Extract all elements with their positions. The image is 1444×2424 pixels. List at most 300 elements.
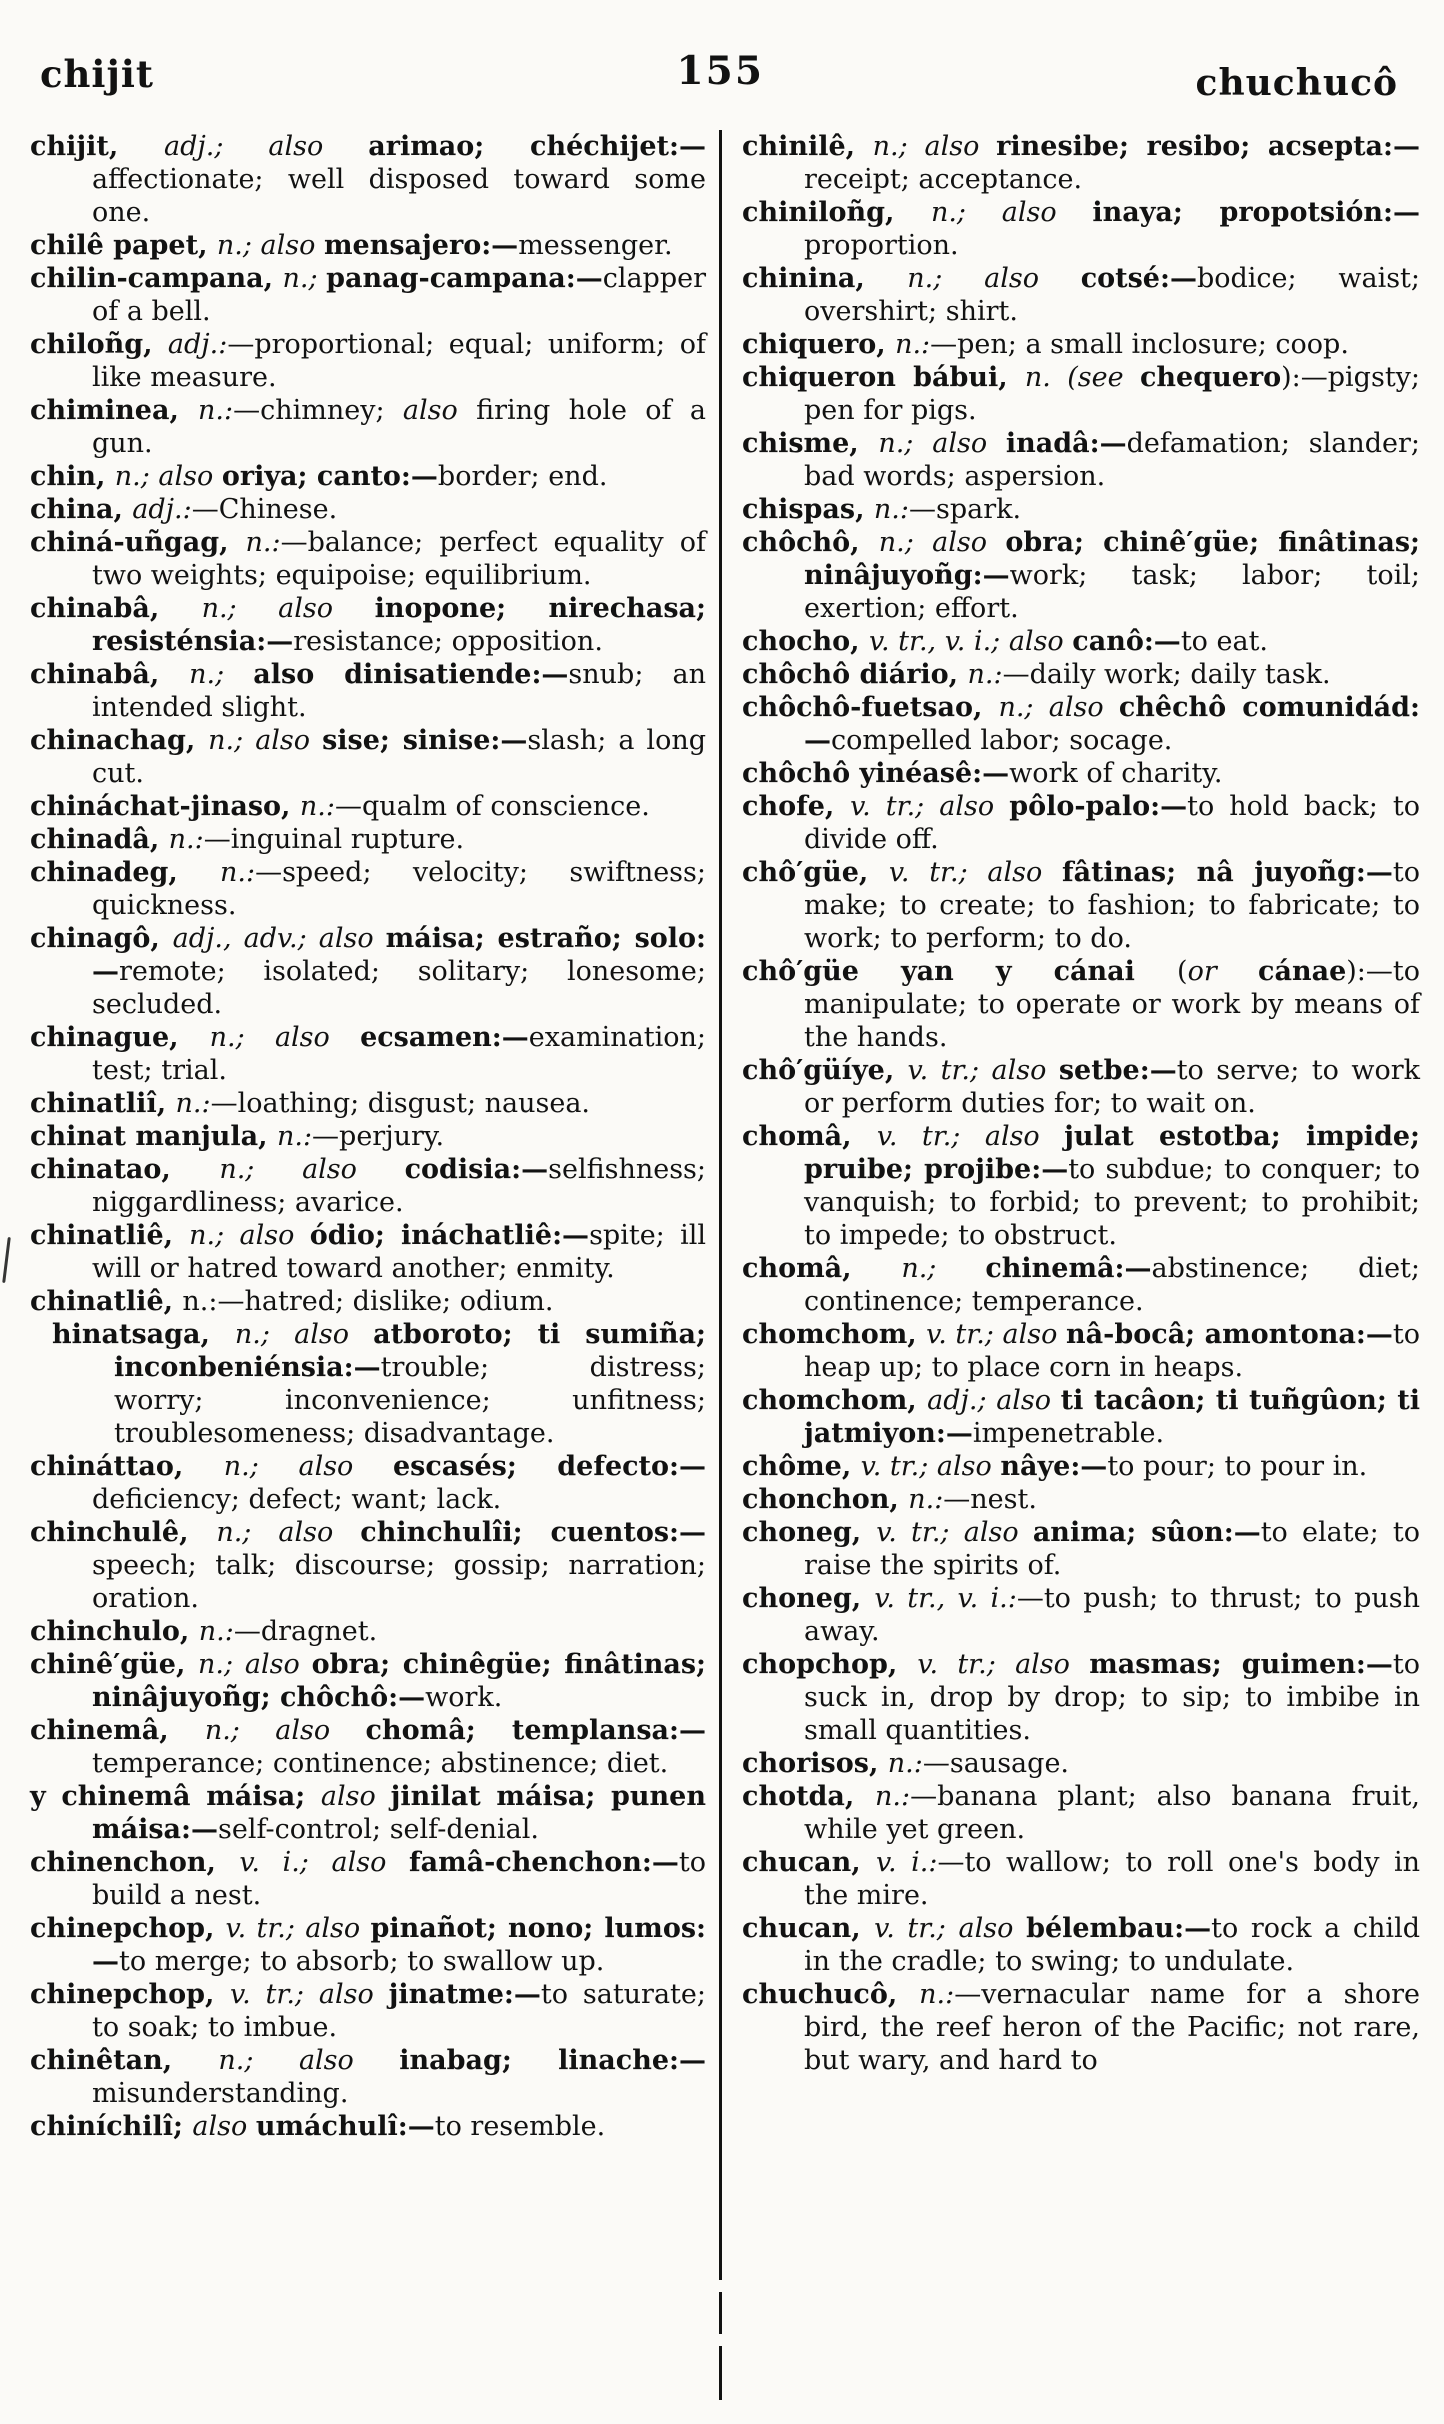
entry-text-run: to pour; to pour in.: [1107, 1451, 1368, 1482]
entry-text-run: atboroto; ti sumiña; inconbeniénsia:—: [114, 1319, 707, 1383]
entry-text-run: firing hole of a gun.: [92, 395, 706, 459]
entry-text-run: v. tr.; also: [888, 857, 1062, 888]
entry-text-run: resistance; opposition.: [293, 626, 603, 657]
entry-text-run: speech; talk; discourse; gossip; narration; oration.: [92, 1550, 706, 1614]
entry-text-run: n.:—hatred; dislike; odium.: [182, 1286, 554, 1317]
dictionary-entry: [30, 1516, 706, 1615]
entry-headword: chôchô yinéasê:—: [742, 758, 1010, 789]
entry-text-run: to heap up; to place corn in heaps.: [804, 1319, 1420, 1383]
entry-headword: chopchop,: [742, 1649, 918, 1680]
dictionary-entry: [30, 856, 706, 922]
entry-text-run: —to push; to thrust; to push away.: [804, 1583, 1420, 1647]
entry-text-run: n.:: [908, 1484, 944, 1515]
entry-text-run: n.; also: [878, 527, 1006, 558]
dictionary-entry: [30, 1021, 706, 1087]
entry-text-run: n.; also: [208, 725, 323, 756]
dictionary-entry: [742, 1252, 1420, 1318]
entry-text-run: to resemble.: [434, 2111, 606, 2142]
column-divider: [719, 130, 722, 2400]
text-columns: [30, 130, 1424, 2424]
entry-text-run: chinemâ:—: [985, 1253, 1152, 1284]
entry-text-run: n.:: [198, 395, 234, 426]
entry-headword: chinatao,: [30, 1154, 220, 1185]
dictionary-entry: [30, 526, 706, 592]
entry-headword: chô′güíye,: [742, 1055, 908, 1086]
entry-text-run: abstinence; diet; continence; temperance.: [804, 1253, 1420, 1317]
entry-text-run: anima; sûon:—: [1032, 1517, 1261, 1548]
entry-text-run: work; task; labor; toil; exertion; effort.: [804, 560, 1420, 624]
dictionary-entry: [30, 790, 706, 823]
entry-text-run: messenger.: [518, 230, 673, 261]
entry-text-run: nâ-bocâ; amontona:—: [1066, 1319, 1393, 1350]
entry-text-run: to serve; to work or perform duties for; to wait on.: [804, 1055, 1420, 1119]
dictionary-entry: [742, 1912, 1420, 1978]
entry-text-run: chequero: [1139, 362, 1282, 393]
entry-text-run: adj.:: [132, 494, 192, 525]
entry-text-run: n.; also: [216, 1517, 361, 1548]
entry-headword: chinê′güe,: [30, 1649, 198, 1680]
entry-text-run: v. tr.; also: [907, 1055, 1059, 1086]
entry-text-run: sise; sinise:—: [322, 725, 528, 756]
entry-headword: choneg,: [742, 1583, 875, 1614]
dictionary-entry: [30, 1648, 706, 1714]
entry-text-run: —banana plant; also banana fruit, while yet green.: [804, 1781, 1420, 1845]
entry-text-run: v. tr.; also: [230, 1979, 389, 2010]
entry-text-run: temperance; continence; abstinence; diet.: [92, 1748, 669, 1779]
stray-ink-mark: [2, 1237, 11, 1283]
entry-text-run: chomâ; templansa:—: [365, 1715, 707, 1746]
entry-text-run: oriya; canto:—: [221, 461, 438, 492]
entry-text-run: n.:: [276, 1121, 313, 1152]
entry-text-run: v. tr.; also: [876, 1517, 1033, 1548]
dictionary-entry: [30, 1780, 706, 1846]
dictionary-entry: [742, 757, 1420, 790]
dictionary-entry: [30, 922, 706, 1021]
dictionary-entry: [742, 130, 1420, 196]
entry-headword: chinenchon,: [30, 1847, 240, 1878]
entry-text-run: to hold back; to divide off.: [804, 791, 1420, 855]
entry-text-run: mensajero:—: [323, 230, 519, 261]
entry-text-run: codisia:—: [404, 1154, 549, 1185]
dictionary-entry: [30, 1285, 706, 1318]
entry-headword: chô′güe,: [742, 857, 889, 888]
entry-headword: chispas,: [742, 494, 874, 525]
entry-headword: chôchô diário,: [742, 659, 968, 690]
entry-headword: chomâ,: [742, 1121, 877, 1152]
entry-text-run: arimao; chéchijet:—: [368, 131, 706, 162]
entry-text-run: n.;: [282, 263, 327, 294]
entry-text-run: affectionate; well disposed toward some one.: [92, 164, 706, 228]
entry-headword: chinina,: [742, 263, 908, 294]
entry-headword: chinatliî,: [30, 1088, 176, 1119]
entry-text-run: (: [1177, 956, 1188, 987]
entry-headword: chonchon,: [742, 1484, 909, 1515]
dictionary-entry: [742, 691, 1420, 757]
dictionary-entry: [742, 1747, 1420, 1780]
entry-text-run: border; end.: [437, 461, 608, 492]
entry-text-run: spite; ill will or hatred toward another; enmity.: [92, 1220, 706, 1284]
entry-text-run: to make; to create; to fashion; to fabricate; to work; to perform; to do.: [804, 857, 1420, 954]
entry-text-run: bélembau:—: [1026, 1913, 1212, 1944]
entry-headword: chô′güe yan y cánai: [742, 956, 1178, 987]
entry-text-run: —chimney;: [233, 395, 403, 426]
dictionary-entry: [742, 361, 1420, 427]
entry-text-run: n.; also: [930, 197, 1093, 228]
entry-text-run: n.:: [219, 857, 256, 888]
entry-text-run: slash; a long cut.: [92, 725, 706, 789]
entry-text-run: also dinisatiende:—: [253, 659, 569, 690]
dictionary-entry: [30, 1120, 706, 1153]
entry-text-run: —to wallow; to roll one's body in the mire.: [804, 1847, 1420, 1911]
dictionary-entry: [742, 790, 1420, 856]
entry-headword: chomchom,: [742, 1385, 928, 1416]
entry-text-run: n.; also: [907, 263, 1081, 294]
entry-headword: chinêtan,: [30, 2045, 219, 2076]
entry-headword: chotda,: [742, 1781, 876, 1812]
entry-text-run: —speed; velocity; swiftness; quickness.: [92, 857, 706, 921]
dictionary-entry: [30, 823, 706, 856]
dictionary-entry: [742, 1384, 1420, 1450]
entry-text-run: clapper of a bell.: [92, 263, 707, 327]
entry-text-run: v. i.:: [875, 1847, 938, 1878]
entry-text-run: n.:: [175, 1088, 211, 1119]
entry-text-run: inadâ:—: [1005, 428, 1127, 459]
entry-headword: chinabâ,: [30, 593, 202, 624]
entry-text-run: —qualm of conscience.: [334, 791, 650, 822]
entry-text-run: receipt; acceptance.: [804, 164, 1083, 195]
entry-text-run: obra; chinêgüe; finâtinas; ninâjuyoñg; chôchô:—: [92, 1649, 707, 1713]
dictionary-entry: [742, 427, 1420, 493]
entry-text-run: n.; also: [218, 2045, 400, 2076]
entry-text-run: v. tr.; also: [850, 791, 1010, 822]
entry-text-run: n.; also: [204, 1715, 366, 1746]
entry-text-run: n.; also: [234, 1319, 374, 1350]
dictionary-entry: [30, 1714, 706, 1780]
entry-headword: hinatsaga,: [52, 1319, 235, 1350]
entry-text-run: n.:: [168, 824, 204, 855]
entry-text-run: cotsé:—: [1080, 263, 1197, 294]
entry-text-run: —nest.: [943, 1484, 1037, 1515]
right-column: [742, 130, 1420, 2077]
entry-text-run: n.; also: [872, 131, 997, 162]
entry-text-run: to eat.: [1180, 626, 1269, 657]
entry-text-run: n.; also: [201, 593, 375, 624]
entry-headword: chomâ,: [742, 1253, 902, 1284]
entry-text-run: —vernacular name for a shore bird, the reef heron of the Pacific; not rare, but wary, and hard to: [804, 1979, 1420, 2076]
entry-headword: chinchulê,: [30, 1517, 217, 1548]
entry-text-run: to rock a child in the cradle; to swing; to undulate.: [804, 1913, 1420, 1977]
dictionary-entry: [742, 1516, 1420, 1582]
entry-text-run: to saturate; to soak; to imbue.: [92, 1979, 706, 2043]
entry-headword: chiníchilî;: [30, 2111, 193, 2142]
entry-text-run: v. tr., v. i.:: [874, 1583, 1017, 1614]
entry-headword: chinepchop,: [30, 1979, 231, 2010]
entry-text-run: n.; also: [219, 1154, 405, 1185]
entry-text-run: n.; also: [114, 461, 222, 492]
entry-headword: chomchom,: [742, 1319, 927, 1350]
guide-word-left: chijit: [40, 52, 155, 96]
entry-headword: chiná-uñgag,: [30, 527, 246, 558]
entry-headword: chináchat-jinaso,: [30, 791, 300, 822]
dictionary-entry: [742, 955, 1420, 1054]
entry-text-run: —balance; perfect equality of two weights; equipoise; equilibrium.: [92, 527, 706, 591]
dictionary-entry: [30, 1846, 706, 1912]
entry-text-run: n.; also: [223, 1451, 393, 1482]
dictionary-entry: [30, 460, 706, 493]
dictionary-entry: [742, 262, 1420, 328]
entry-headword: chinemâ,: [30, 1715, 205, 1746]
entry-text-run: n. (see: [1024, 362, 1140, 393]
entry-headword: chinachag,: [30, 725, 209, 756]
entry-text-run: v. i.; also: [239, 1847, 409, 1878]
entry-text-run: self-control; self-denial.: [217, 1814, 539, 1845]
entry-text-run: n.:: [919, 1979, 955, 2010]
entry-headword: choneg,: [742, 1517, 877, 1548]
entry-text-run: v. tr.; also: [860, 1451, 1001, 1482]
page-number: 155: [676, 48, 764, 94]
entry-text-run: máisa; estraño; solo:—: [92, 923, 707, 987]
entry-text-run: obra; chinê′güe; finâtinas; ninâjuyoñg:—: [804, 527, 1421, 591]
dictionary-entry: [30, 2110, 706, 2143]
entry-text-run: also: [320, 1781, 391, 1812]
entry-text-run: —inguinal rupture.: [203, 824, 465, 855]
entry-text-run: to subdue; to conquer; to vanquish; to forbid; to prevent; to prohibit; to impede; to obstruct.: [804, 1154, 1420, 1251]
entry-headword: chinadâ,: [30, 824, 169, 855]
dictionary-entry: [742, 1450, 1420, 1483]
entry-text-run: v. tr., v. i.; also: [868, 626, 1073, 657]
entry-text-run: nâye:—: [1000, 1451, 1108, 1482]
entry-headword: chilê papet,: [30, 230, 217, 261]
entry-text-run: —sausage.: [922, 1748, 1069, 1779]
entry-headword: chucan,: [742, 1913, 875, 1944]
entry-text-run: v. tr.; also: [874, 1913, 1027, 1944]
entry-headword: chinatliê,: [30, 1286, 183, 1317]
dictionary-entry: [742, 526, 1420, 625]
entry-text-run: to build a nest.: [92, 1847, 706, 1911]
entry-text-run: n.; also: [209, 1022, 361, 1053]
dictionary-entry: [742, 658, 1420, 691]
entry-text-run: n.; also: [998, 692, 1119, 723]
entry-text-run: remote; isolated; solitary; lonesome; secluded.: [92, 956, 706, 1020]
entry-text-run: fâtinas; nâ juyoñg:—: [1061, 857, 1393, 888]
entry-text-run: adj.; also: [927, 1385, 1061, 1416]
dictionary-entry: [30, 1450, 706, 1516]
entry-headword: chiloñg,: [30, 329, 168, 360]
entry-text-run: to merge; to absorb; to swallow up.: [119, 1946, 605, 1977]
entry-text-run: —loathing; disgust; nausea.: [210, 1088, 591, 1119]
entry-text-run: deficiency; defect; want; lack.: [92, 1484, 502, 1515]
dictionary-entry: [30, 2044, 706, 2110]
entry-headword: chinat manjula,: [30, 1121, 277, 1152]
entry-text-run: inaya; propotsión:—: [1092, 197, 1420, 228]
entry-text-run: setbe:—: [1058, 1055, 1177, 1086]
entry-headword: chinadeg,: [30, 857, 220, 888]
entry-text-run: n.:: [299, 791, 335, 822]
entry-headword: china,: [30, 494, 133, 525]
entry-text-run: n.:: [875, 1781, 911, 1812]
entry-headword: chiminea,: [30, 395, 199, 426]
dictionary-entry: [30, 229, 706, 262]
entry-text-run: v. tr.; also: [926, 1319, 1067, 1350]
entry-headword: chijit,: [30, 131, 165, 162]
entry-headword: chisme,: [742, 428, 879, 459]
guide-word-right: chuchucô: [1195, 62, 1398, 104]
entry-text-run: cánae: [1258, 956, 1347, 987]
dictionary-entry: [742, 1846, 1420, 1912]
entry-text-run: defamation; slander; bad words; aspersion.: [804, 428, 1420, 492]
entry-headword: chilin-campana,: [30, 263, 283, 294]
entry-text-run: also: [402, 395, 458, 426]
left-column: [30, 130, 706, 2143]
entry-headword: chinatliê,: [30, 1220, 190, 1251]
dictionary-entry: [742, 196, 1420, 262]
entry-text-run: adj.; also: [164, 131, 369, 162]
entry-text-run: —dragnet.: [233, 1616, 378, 1647]
entry-text-run: pinañot; nono; lumos:—: [92, 1913, 706, 1977]
dictionary-entry: [742, 493, 1420, 526]
entry-text-run: work.: [425, 1682, 503, 1713]
entry-text-run: ecsamen:—: [360, 1022, 529, 1053]
entry-text-run: n.:: [245, 527, 281, 558]
dictionary-entry: [30, 493, 706, 526]
entry-headword: chiniloñg,: [742, 197, 931, 228]
entry-text-run: inabag; linache:—: [399, 2045, 706, 2076]
entry-text-run: ti tacâon; ti tuñgûon; ti jatmiyon:—: [804, 1385, 1420, 1449]
entry-text-run: selfishness; niggardliness; avarice.: [92, 1154, 707, 1218]
entry-text-run: to elate; to raise the spirits of.: [804, 1517, 1420, 1581]
entry-text-run: —daily work; daily task.: [1002, 659, 1331, 690]
entry-text-run: —perjury.: [312, 1121, 445, 1152]
entry-text-run: chinchulîi; cuentos:—: [360, 1517, 706, 1548]
entry-text-run: v. tr.; also: [917, 1649, 1090, 1680]
entry-text-run: canô:—: [1072, 626, 1181, 657]
entry-text-run: —proportional; equal; uniform; of like measure.: [92, 329, 706, 393]
entry-headword: chin,: [30, 461, 115, 492]
dictionary-entry: [742, 1054, 1420, 1120]
dictionary-entry: [30, 1318, 706, 1450]
entry-text-run: rinesibe; resibo; acsepta:—: [996, 131, 1421, 162]
dictionary-entry: [30, 130, 706, 229]
entry-text-run: or: [1187, 956, 1259, 987]
entry-text-run: n.:: [873, 494, 909, 525]
entry-text-run: also: [192, 2111, 256, 2142]
entry-text-run: masmas; guimen:—: [1089, 1649, 1393, 1680]
dictionary-entry: [30, 262, 706, 328]
entry-headword: chinague,: [30, 1022, 210, 1053]
dictionary-entry: [742, 1978, 1420, 2077]
dictionary-entry: [30, 724, 706, 790]
entry-text-run: work of charity.: [1009, 758, 1223, 789]
entry-headword: chinepchop,: [30, 1913, 226, 1944]
entry-text-run: misunderstanding.: [92, 2078, 349, 2109]
entry-headword: chorisos,: [742, 1748, 888, 1779]
entry-text-run: bodice; waist; overshirt; shirt.: [804, 263, 1421, 327]
entry-headword: chinilê,: [742, 131, 873, 162]
entry-text-run: compelled labor; socage.: [831, 725, 1173, 756]
entry-text-run: impenetrable.: [972, 1418, 1165, 1449]
entry-text-run: chêchô comunidád:—: [804, 692, 1421, 756]
entry-text-run: —spark.: [908, 494, 1022, 525]
entry-headword: chucan,: [742, 1847, 876, 1878]
dictionary-entry: [742, 856, 1420, 955]
entry-text-run: n.:: [887, 1748, 923, 1779]
entry-text-run: n.:: [967, 659, 1003, 690]
dictionary-entry: [742, 328, 1420, 361]
entry-headword: chinabâ,: [30, 659, 190, 690]
entry-text-run: —Chinese.: [191, 494, 338, 525]
page-header: [0, 46, 1444, 106]
entry-text-run: n.; also: [189, 1220, 310, 1251]
entry-text-run: trouble; distress; worry; inconvenience; unfitness; troublesomeness; disadvantage.: [114, 1352, 706, 1449]
dictionary-entry: [30, 658, 706, 724]
entry-headword: chofe,: [742, 791, 851, 822]
entry-text-run: snub; an intended slight.: [92, 659, 706, 723]
entry-text-run: —pen; a small inclosure; coop.: [930, 329, 1349, 360]
entry-text-run: jinatme:—: [388, 1979, 541, 2010]
entry-text-run: adj.:: [167, 329, 228, 360]
entry-text-run: ódio; ináchatliê:—: [309, 1220, 590, 1251]
entry-text-run: n.:: [198, 1616, 234, 1647]
entry-headword: y chinemâ máisa;: [30, 1781, 321, 1812]
entry-text-run: famâ-chenchon:—: [408, 1847, 679, 1878]
dictionary-entry: [30, 328, 706, 394]
entry-text-run: v. tr.; also: [225, 1913, 371, 1944]
dictionary-entry: [742, 1483, 1420, 1516]
entry-headword: chocho,: [742, 626, 869, 657]
entry-headword: chiqueron bábui,: [742, 362, 1025, 393]
dictionary-entry: [30, 1615, 706, 1648]
entry-text-run: n.:: [895, 329, 931, 360]
entry-text-run: ):—to manipulate; to operate or work by means of the hands.: [804, 956, 1421, 1053]
entry-text-run: inopone; nirechasa; resisténsia:—: [92, 593, 706, 657]
dictionary-entry: [742, 1120, 1420, 1252]
entry-text-run: adj., adv.; also: [172, 923, 386, 954]
entry-headword: chuchucô,: [742, 1979, 920, 2010]
entry-headword: chôchô,: [742, 527, 879, 558]
entry-text-run: n.;: [901, 1253, 986, 1284]
entry-text-run: n.;: [189, 659, 254, 690]
entry-text-run: n.; also: [878, 428, 1006, 459]
entry-text-run: v. tr.; also: [876, 1121, 1065, 1152]
dictionary-entry: [30, 1912, 706, 1978]
entry-headword: chináttao,: [30, 1451, 224, 1482]
entry-text-run: escasés; defecto:—: [392, 1451, 707, 1482]
dictionary-entry: [742, 1780, 1420, 1846]
entry-text-run: julat estotba; impide; pruibe; projibe:—: [804, 1121, 1420, 1185]
dictionary-entry: [742, 625, 1420, 658]
entry-text-run: examination; test; trial.: [92, 1022, 706, 1086]
dictionary-entry: [30, 1087, 706, 1120]
dictionary-entry: [30, 592, 706, 658]
dictionary-entry: [30, 1153, 706, 1219]
dictionary-entry: [742, 1648, 1420, 1747]
dictionary-entry: [742, 1318, 1420, 1384]
dictionary-entry: [30, 1978, 706, 2044]
entry-text-run: proportion.: [804, 230, 959, 261]
entry-text-run: panag-campana:—: [326, 263, 603, 294]
entry-text-run: umáchulî:—: [255, 2111, 435, 2142]
entry-headword: chiquero,: [742, 329, 896, 360]
entry-text-run: to suck in, drop by drop; to sip; to imbibe in small quantities.: [804, 1649, 1420, 1746]
entry-text-run: n.; also: [198, 1649, 312, 1680]
entry-headword: chinchulo,: [30, 1616, 199, 1647]
entry-text-run: pôlo-palo:—: [1009, 791, 1188, 822]
dictionary-entry: [742, 1582, 1420, 1648]
entry-headword: chinagô,: [30, 923, 173, 954]
entry-text-run: n.; also: [216, 230, 324, 261]
entry-text-run: jinilat máisa; punen máisa:—: [92, 1781, 706, 1845]
dictionary-entry: [30, 1219, 706, 1285]
